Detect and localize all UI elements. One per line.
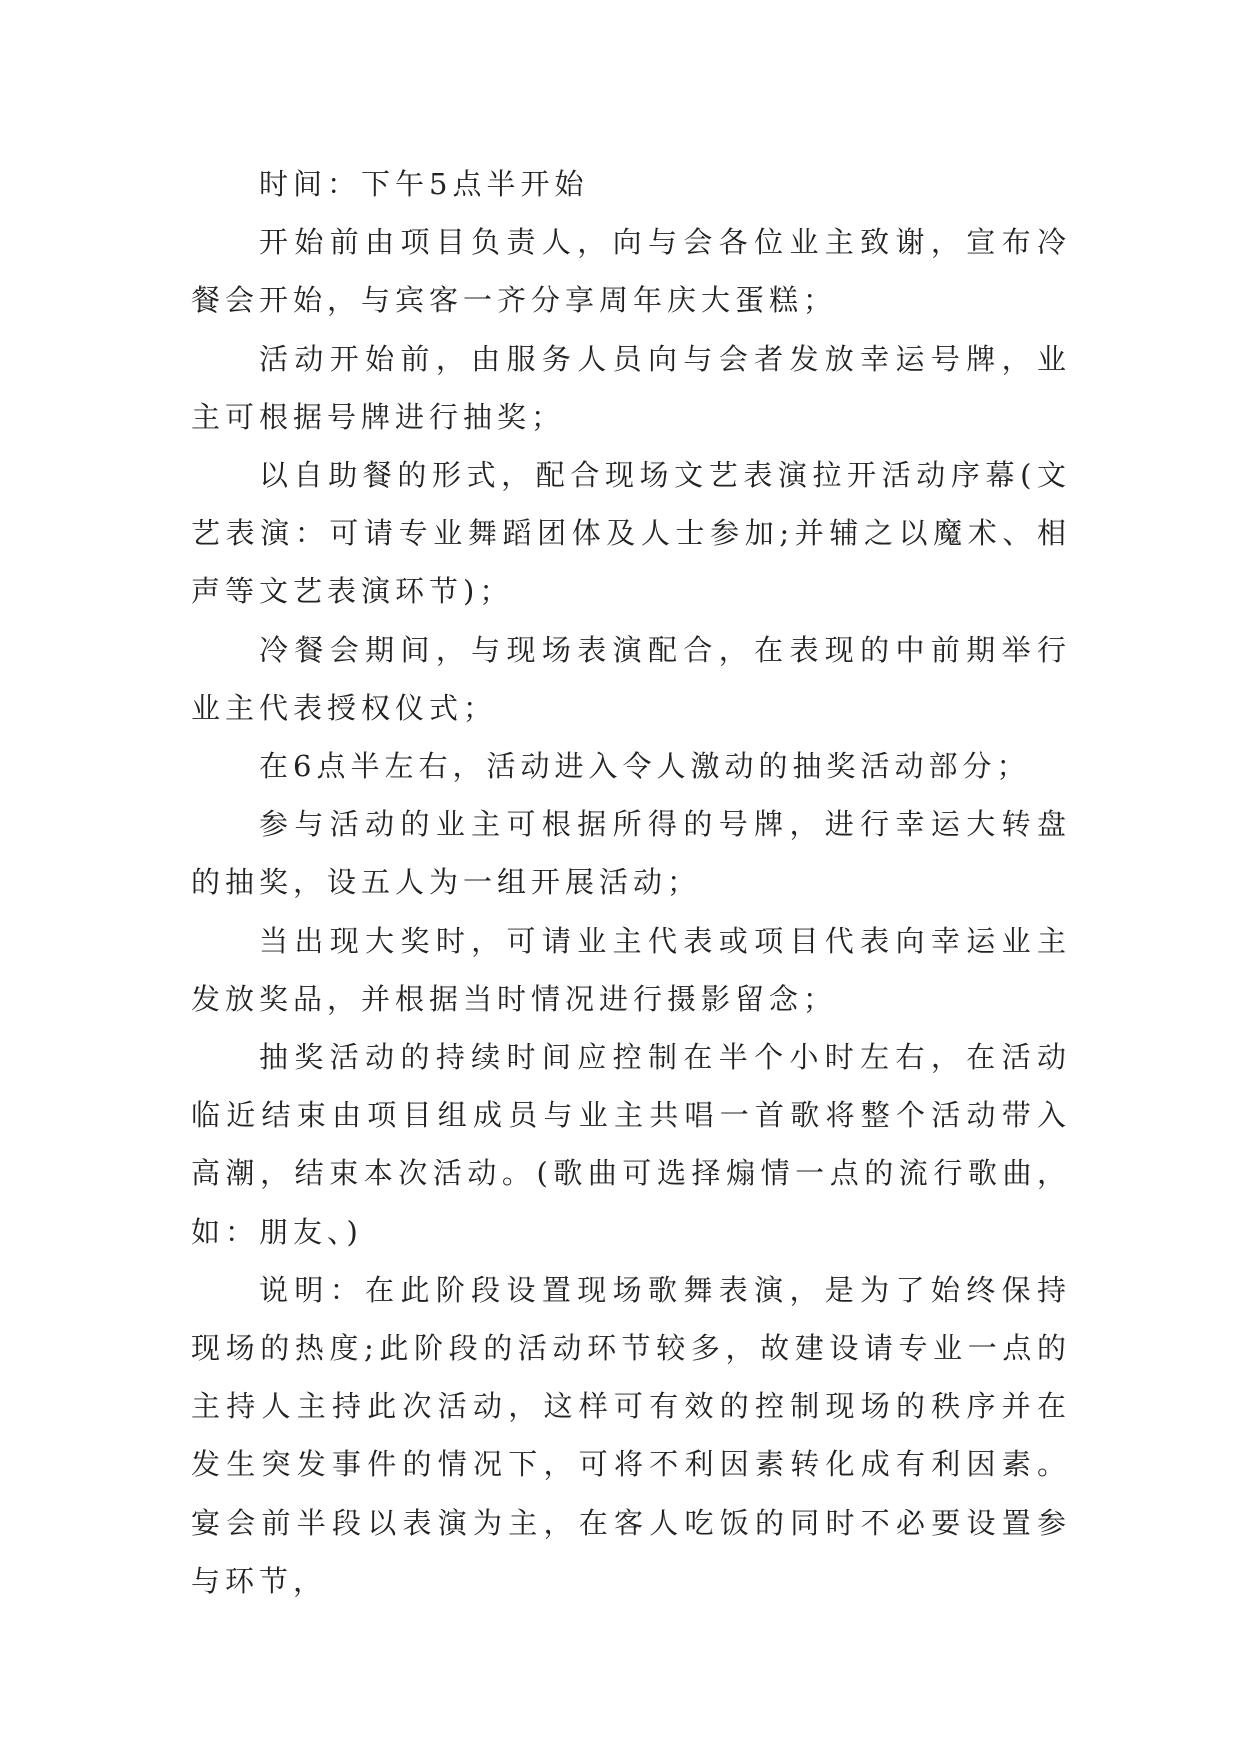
paragraph-opening: 开始前由项目负责人，向与会各位业主致谢，宣布冷餐会开始，与宾客一齐分享周年庆大蛋糕；: [191, 225, 1071, 318]
paragraph-lucky-wheel: 参与活动的业主可根据所得的号牌，进行幸运大转盘的抽奖，设五人为一组开展活动；: [191, 807, 1071, 900]
document-body: [191, 155, 1071, 1610]
paragraph-authorization-ceremony: 冷餐会期间，与现场表演配合，在表现的中前期举行业主代表授权仪式；: [191, 632, 1071, 725]
paragraph-time: 时间：下午5点半开始: [259, 167, 589, 201]
paragraph-explanation: 说明：在此阶段设置现场歌舞表演，是为了始终保持现场的热度;此阶段的活动环节较多，故建设请专业一点的主持人主持此次活动，这样可有效的控制现场的秩序并在发生突发事件的情况下，可将不利因素转化成有利因素。宴会前半段以表演为主，在客人吃饭的同时不必要设置参与环节，: [191, 1272, 1071, 1598]
paragraph-lottery-start: 在6点半左右，活动进入令人激动的抽奖活动部分；: [259, 749, 1031, 784]
paragraph-closing: 抽奖活动的持续时间应控制在半个小时左右，在活动临近结束由项目组成员与业主共唱一首歌将整个活动带入高潮，结束本次活动。(歌曲可选择煽情一点的流行歌曲，如：朋友、): [191, 1040, 1071, 1249]
paragraph-buffet-performance: 以自助餐的形式，配合现场文艺表演拉开活动序幕(文艺表演：可请专业舞蹈团体及人士参加;并辅之以魔术、相声等文艺表演环节)；: [191, 458, 1071, 609]
paragraph-lucky-numbers: 活动开始前，由服务人员向与会者发放幸运号牌，业主可根据号牌进行抽奖；: [191, 341, 1071, 434]
paragraph-grand-prize: 当出现大奖时，可请业主代表或项目代表向幸运业主发放奖品，并根据当时情况进行摄影留念；: [191, 923, 1071, 1016]
